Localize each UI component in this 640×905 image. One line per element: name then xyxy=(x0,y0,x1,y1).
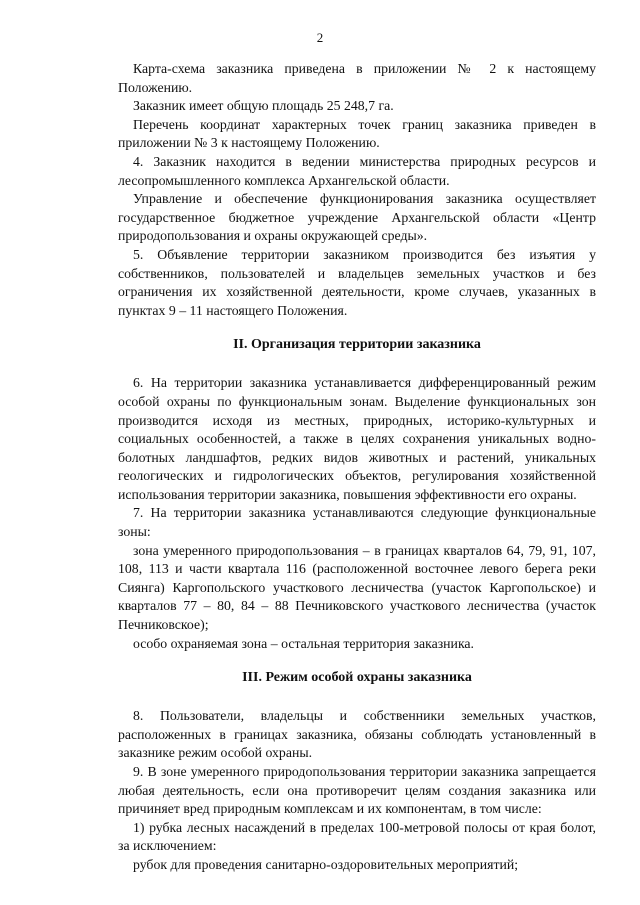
paragraph: Заказник имеет общую площадь 25 248,7 га. xyxy=(133,98,394,114)
paragraph: 9. В зоне умеренного природопользования территории заказника запрещается любая деятельность, если она противоречит целям создания заказника или причиняет вред природным комплексам и их компонентам, в том числе: xyxy=(118,764,596,817)
page-number: 2 xyxy=(316,30,324,45)
paragraph: 8. Пользователи, владельцы и собственники земельных участков, расположенных в границах заказника, обязаны соблюдать установленный в заказнике режим особой охраны. xyxy=(118,708,596,761)
section-heading: II. Организация территории заказника xyxy=(233,337,481,353)
paragraph: 7. На территории заказника устанавливаются следующие функциональные зоны: xyxy=(118,505,596,540)
paragraph: 4. Заказник находится в ведении министерства природных ресурсов и лесопромышленного комплекса Архангельской области. xyxy=(118,153,596,188)
paragraph: зона умеренного природопользования – в границах кварталов 64, 79, 91, 107, 108, 113 и части квартала 116 (расположенной восточнее левого берега реки Сиянга) Каргопольского участкового лесничества (участок Каргопольское) и кварталов 77 – 80, 84 – 88 Печниковского участкового лесничества (участок Печниковское); xyxy=(118,542,596,633)
document-body xyxy=(118,60,596,875)
section-heading: III. Режим особой охраны заказника xyxy=(242,670,472,686)
paragraph: 1) рубка лесных насаждений в пределах 100-метровой полосы от края болот, за исключением: xyxy=(118,819,596,854)
paragraph: Карта-схема заказника приведена в приложении № 2 к настоящему Положению. xyxy=(118,61,596,95)
paragraph: рубок для проведения санитарно-оздоровительных мероприятий; xyxy=(133,856,519,872)
paragraph: 6. На территории заказника устанавливается дифференцированный режим особой охраны по функциональным зонам. Выделение функциональных зон производится исходя из местных, природных, историко-культурных и социальных особенностей, а также в целях сохранения уникальных водно-болотных ландшафтов, редких видов животных и растений, уникальных геологических и гидрологических объектов, регулирования хозяйственной использования территории заказника, повышения эффективности его охраны. xyxy=(118,375,596,502)
paragraph: особо охраняемая зона – остальная территория заказника. xyxy=(133,635,475,651)
paragraph: Перечень координат характерных точек границ заказника приведен в приложении № 3 к настоящему Положению. xyxy=(118,116,596,151)
paragraph: 5. Объявление территории заказником производится без изъятия у собственников, пользователей и владельцев земельных участков и без ограничения их хозяйственной деятельности, кроме случаев, указанных в пунктах 9 – 11 настоящего Положения. xyxy=(118,246,596,318)
paragraph: Управление и обеспечение функционирования заказника осуществляет государственное бюджетное учреждение Архангельской области «Центр природопользования и охраны окружающей среды». xyxy=(118,191,596,244)
